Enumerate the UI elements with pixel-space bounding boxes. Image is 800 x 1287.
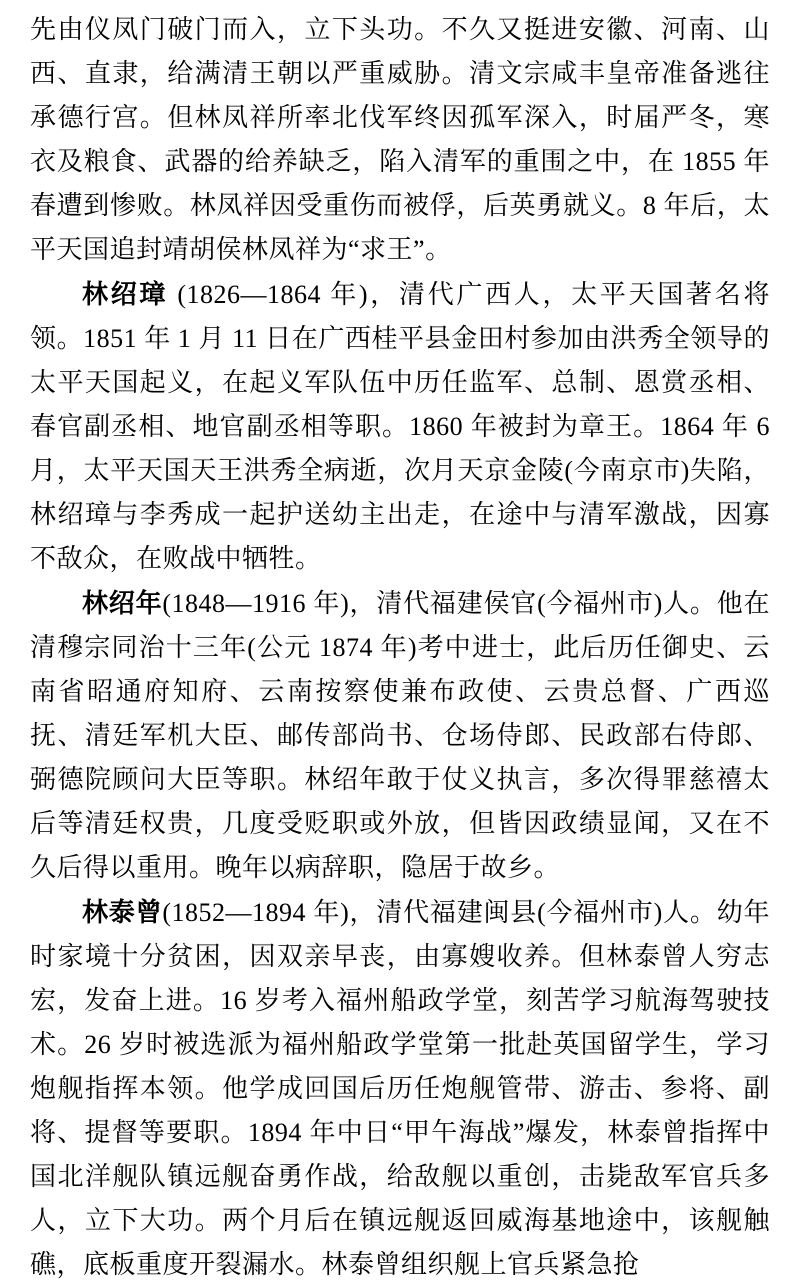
paragraph-text: (1852—1894 年)，清代福建闽县(今福州市)人。幼年时家境十分贫困，因双亲早丧，由寡嫂收养。但林泰曾人穷志宏，发奋上进。16 岁考入福州船政学堂，刻苦学习航海驾驶技术。26 岁时被选派为福州船政学堂第一批赴英国留学生，学习炮舰指挥本领。他学成回国后历任炮舰管带、游击、参将、副将、提督等要职。1894 年中日“甲午海战”爆发，林泰曾指挥中国北洋舰队镇远舰奋勇作战，给敌舰以重创，击毙敌军官兵多人，立下大功。两个月后在镇远舰返回威海基地途中，该舰触礁，底板重度开裂漏水。林泰曾组织舰上官兵紧急抢 xyxy=(30,898,770,1279)
paragraph-text: (1826—1864 年)，清代广西人，太平天国著名将领。1851 年 1 月 11 日在广西桂平县金田村参加由洪秀全领导的太平天国起义，在起义军队伍中历任监军、总制、恩赏丞相、春官副丞相、地官副丞相等职。1860 年被封为章王。1864 年 6 月，太平天国天王洪秀全病逝，次月天京金陵(今南京市)失陷，林绍璋与李秀成一起护送幼主出走，在途中与清军激战，因寡不敌众，在败战中牺牲。 xyxy=(30,280,770,573)
paragraph-linshaonian xyxy=(30,581,770,890)
person-name-lintaizeng: 林泰曾 xyxy=(82,897,163,927)
paragraph-lintaizeng xyxy=(30,890,770,1287)
paragraph-linshaozhang xyxy=(30,272,770,581)
paragraph-text: 先由仪凤门破门而入，立下头功。不久又挺进安徽、河南、山西、直隶，给满清王朝以严重威胁。清文宗咸丰皇帝准备逃往承德行宫。但林凤祥所率北伐军终因孤军深入，时届严冬，寒衣及粮食、武器的给养缺乏，陷入清军的重围之中，在 1855 年春遭到惨败。林凤祥因受重伤而被俘，后英勇就义。8 年后，太平天国追封靖胡侯林凤祥为“求王”。 xyxy=(30,15,770,264)
person-name-linshaonian: 林绍年 xyxy=(82,588,163,618)
paragraph-text: (1848—1916 年)，清代福建侯官(今福州市)人。他在清穆宗同治十三年(公元 1874 年)考中进士，此后历任御史、云南省昭通府知府、云南按察使兼布政使、云贵总督、广西巡抚、清廷军机大臣、邮传部尚书、仓场侍郎、民政部右侍郎、弼德院顾问大臣等职。林绍年敢于仗义执言，多次得罪慈禧太后等清廷权贵，几度受贬职或外放，但皆因政绩显闻，又在不久后得以重用。晚年以病辞职，隐居于故乡。 xyxy=(30,589,770,882)
person-name-linshaozhang: 林绍璋 xyxy=(82,279,169,309)
paragraph-linfengxiang-continuation xyxy=(30,8,770,272)
